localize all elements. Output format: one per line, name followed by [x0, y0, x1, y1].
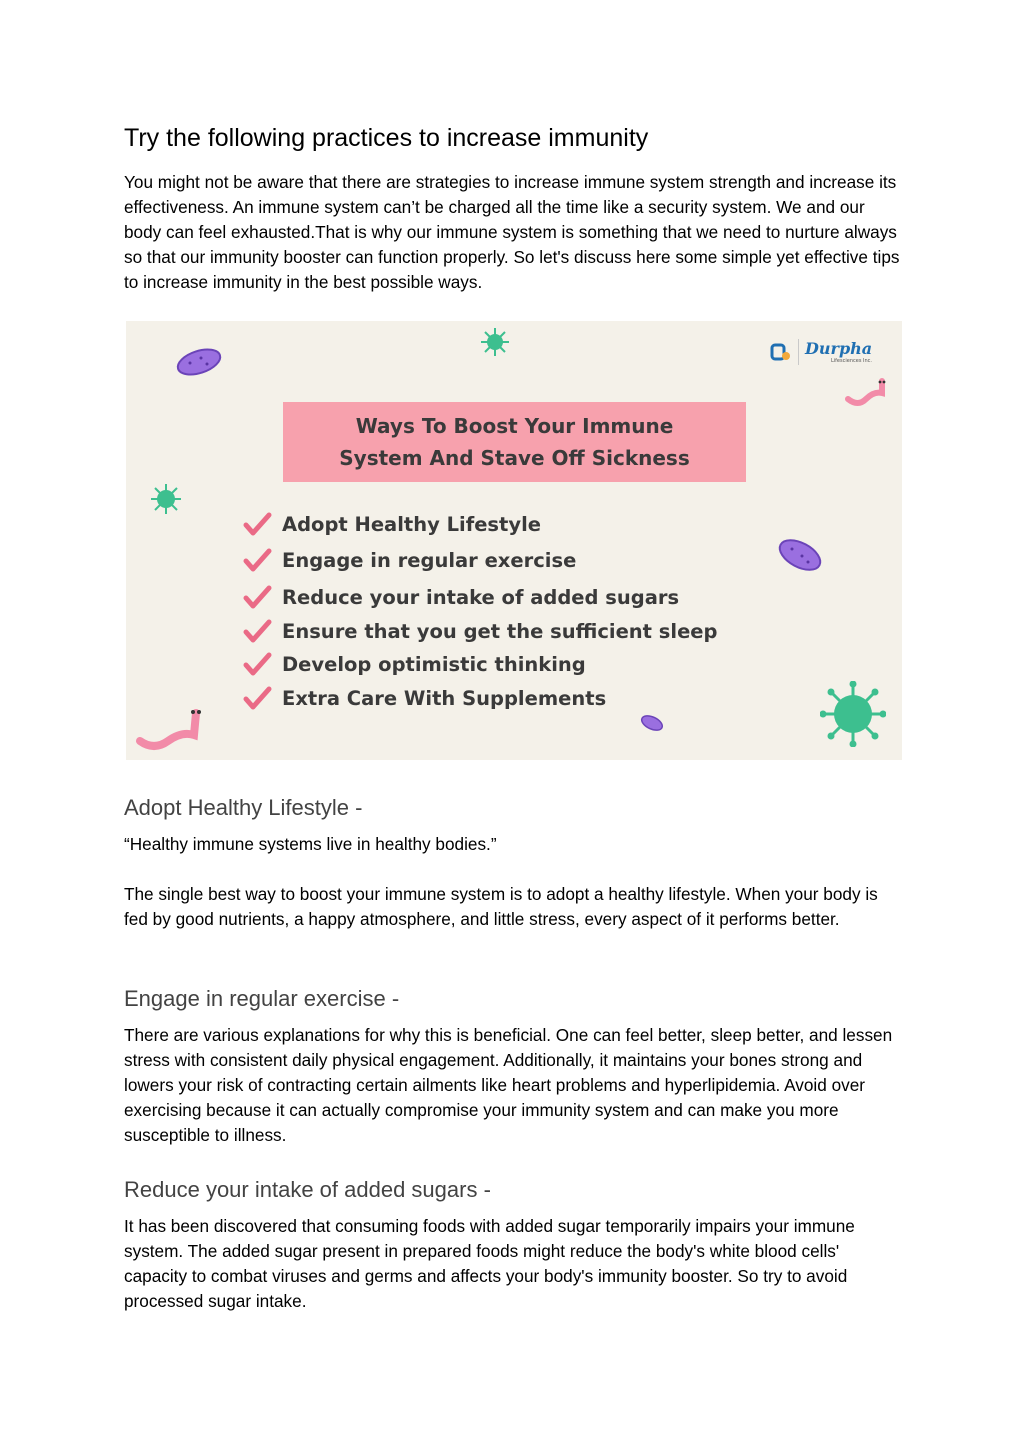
banner-title-line1: Ways To Boost Your Immune — [355, 414, 674, 438]
virus-icon — [820, 681, 886, 747]
checkmark-icon — [242, 582, 272, 612]
tip-label: Adopt Healthy Lifestyle — [282, 512, 541, 536]
tip-item — [242, 509, 541, 539]
intro-paragraph: You might not be aware that there are strategies to increase immune system strength and increase its effectiveness. An immune system can’t be charged all the time like a security system. We and our body can feel exhausted.That is why our immune system is something that we need to nurture always so that our immunity booster can function properly. So let's discuss here some simple yet effective tips to increase immunity in the best possible ways. — [124, 172, 900, 292]
tip-label: Develop optimistic thinking — [282, 652, 586, 676]
page-title: Try the following practices to increase immunity — [124, 124, 649, 152]
tip-item — [242, 616, 717, 646]
section-heading: Adopt Healthy Lifestyle - — [124, 795, 363, 820]
bacteria-icon — [774, 535, 826, 575]
bacteria-icon — [174, 345, 224, 379]
tip-label: Engage in regular exercise — [282, 548, 577, 572]
logo-name: Durpha — [805, 338, 873, 358]
infographic-banner — [126, 321, 902, 760]
durpha-logo — [770, 339, 872, 365]
checkmark-icon — [242, 616, 272, 646]
logo-subtitle: Lifesciences Inc. — [831, 357, 873, 364]
tip-item — [242, 649, 586, 679]
checkmark-icon — [242, 545, 272, 575]
tip-label: Ensure that you get the sufficient sleep — [282, 619, 718, 643]
tip-item — [242, 582, 679, 612]
tip-item — [242, 683, 606, 713]
logo-divider — [798, 339, 799, 365]
worm-icon — [844, 377, 890, 407]
banner-title-box — [283, 402, 746, 482]
virus-icon — [480, 327, 510, 357]
virus-icon — [150, 483, 182, 515]
tip-label: Reduce your intake of added sugars — [282, 585, 680, 609]
checkmark-icon — [242, 509, 272, 539]
tip-item — [242, 545, 576, 575]
section-heading: Reduce your intake of added sugars - — [124, 1177, 491, 1202]
checkmark-icon — [242, 649, 272, 679]
section-quote: “Healthy immune systems live in healthy bodies.” — [124, 834, 497, 854]
banner-title-line2: System And Stave Off Sickness — [339, 446, 690, 470]
section-heading: Engage in regular exercise - — [124, 986, 400, 1011]
section-body: The single best way to boost your immune system is to adopt a healthy lifestyle. When your body is fed by good nutrients, a happy atmosphere, and little stress, every aspect of it performs better. — [124, 884, 878, 929]
section-body: There are various explanations for why this is beneficial. One can feel better, sleep better, and lessen stress with consistent daily physical engagement. Additionally, it maintains your bones strong and lowers your risk of contracting certain ailments like heart problems and hyperlipidemia. Avoid over exercising because it can actually compromise your immunity system and can make you more susceptible to illness. — [124, 1025, 893, 1145]
checkmark-icon — [242, 683, 272, 713]
worm-icon — [134, 701, 208, 751]
bacteria-icon — [638, 713, 666, 733]
logo-mark-icon — [770, 341, 792, 363]
section-body: It has been discovered that consuming foods with added sugar temporarily impairs your immune system. The added sugar present in prepared foods might reduce the body's white blood cells' capacity to combat viruses and germs and affects your body's immunity booster. So try to avoid processed sugar intake. — [124, 1216, 855, 1311]
tip-label: Extra Care With Supplements — [282, 686, 607, 710]
